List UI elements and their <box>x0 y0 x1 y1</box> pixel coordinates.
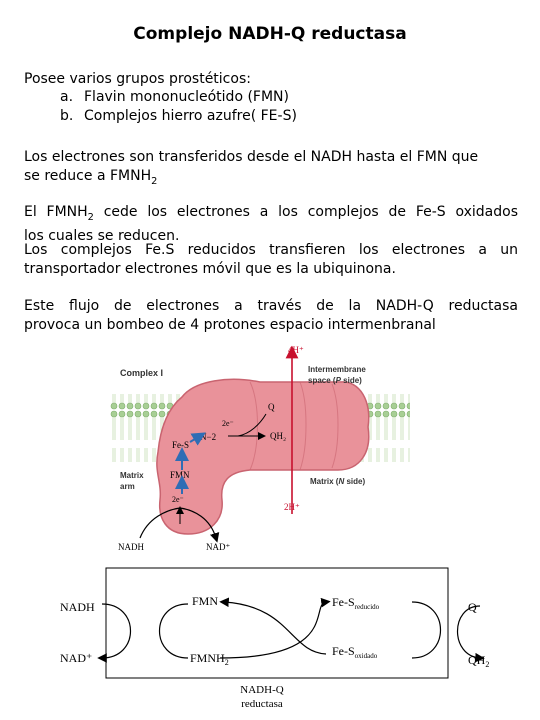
intermembrane-side-label: space (P side) <box>308 376 362 385</box>
scheme-nadh-label: NADH <box>60 600 95 614</box>
intro-text: Posee varios grupos prostéticos: <box>24 71 251 87</box>
fes-to-fmn-arrow <box>224 602 326 654</box>
list-marker: b. <box>60 108 74 124</box>
scheme-fmnh2-label: $FMNH_2$ <box>190 651 229 667</box>
scheme-nad-label: NAD⁺ <box>60 651 93 665</box>
list-item <box>60 89 289 105</box>
fes-cycle-arrow <box>412 602 441 658</box>
scheme-fes-reduced-label: $Fe-S_{reducido}$ <box>332 595 380 611</box>
scheme-caption: reductasa <box>241 698 283 710</box>
list-marker: a. <box>60 89 74 105</box>
paragraph-electron-transfer <box>24 148 518 191</box>
n2-label: N−2 <box>200 432 217 442</box>
q-label: Q <box>268 402 275 412</box>
fmn-fmnh2-arrow <box>160 604 189 658</box>
paragraph-fes <box>24 241 518 279</box>
figure-nad-label: NAD⁺ <box>206 542 231 552</box>
qh2-label: QH₂ <box>270 431 287 441</box>
page-title: Complejo NADH-Q reductasa <box>133 24 407 44</box>
figure-nadh-label: NADH <box>118 542 144 552</box>
list-item-text: Flavin mononucleótido (FMN) <box>84 89 289 105</box>
list-item <box>60 108 297 124</box>
paragraph-line: Los electrones son transferidos desde el NADH hasta el FMN que <box>24 149 479 165</box>
fmn-label: FMN <box>170 470 190 480</box>
paragraph-line: El $FMNH_2$ cede los electrones a los complejos de Fe-S oxidados <box>24 204 518 223</box>
complex-box <box>106 568 448 678</box>
scheme-qh2-label: $QH_2$ <box>468 653 490 669</box>
complex-i-figure <box>110 342 410 556</box>
scheme-fes-oxidized-label: $Fe-S_{oxidado}$ <box>332 644 378 660</box>
paragraph-line: provoca un bombeo de 4 protones espacio intermenbranal <box>24 317 436 333</box>
list-item-text: Complejos hierro azufre( FE-S) <box>84 108 297 124</box>
matrix-side-label: Matrix (N side) <box>310 477 366 486</box>
paragraph-line: se reduce a $FMNH_2$ <box>24 168 158 187</box>
two-electrons-bottom-label: 2e⁻ <box>172 495 184 504</box>
intermembrane-label: Intermembrane <box>308 365 366 374</box>
paragraph-line: los cuales se reducen. <box>24 227 180 244</box>
bottom-protons-label: 2H⁺ <box>284 502 300 512</box>
matrix-arm-label: Matrix <box>120 471 144 480</box>
paragraph-proton-pump <box>24 297 518 335</box>
scheme-caption: NADH-Q <box>240 684 284 696</box>
paragraph-line: transportador electrones móvil que es la ubiquinona. <box>24 261 396 277</box>
paragraph-fmnh2 <box>24 203 518 246</box>
redox-scheme <box>40 566 510 716</box>
two-electrons-top-label: 2e⁻ <box>222 419 234 428</box>
scheme-q-label: Q <box>468 600 477 614</box>
scheme-fmn-label: FMN <box>192 594 219 608</box>
top-protons-label: 4H⁺ <box>288 345 304 355</box>
fes-label: Fe-S <box>172 440 190 450</box>
paragraph-line: Este flujo de electrones a través de la NADH-Q reductasa <box>24 298 518 314</box>
complex-i-label: Complex I <box>120 368 164 378</box>
matrix-arm-label: arm <box>120 482 135 491</box>
paragraph-line: Los complejos Fe.S reducidos transfieren los electrones a un <box>24 242 518 258</box>
